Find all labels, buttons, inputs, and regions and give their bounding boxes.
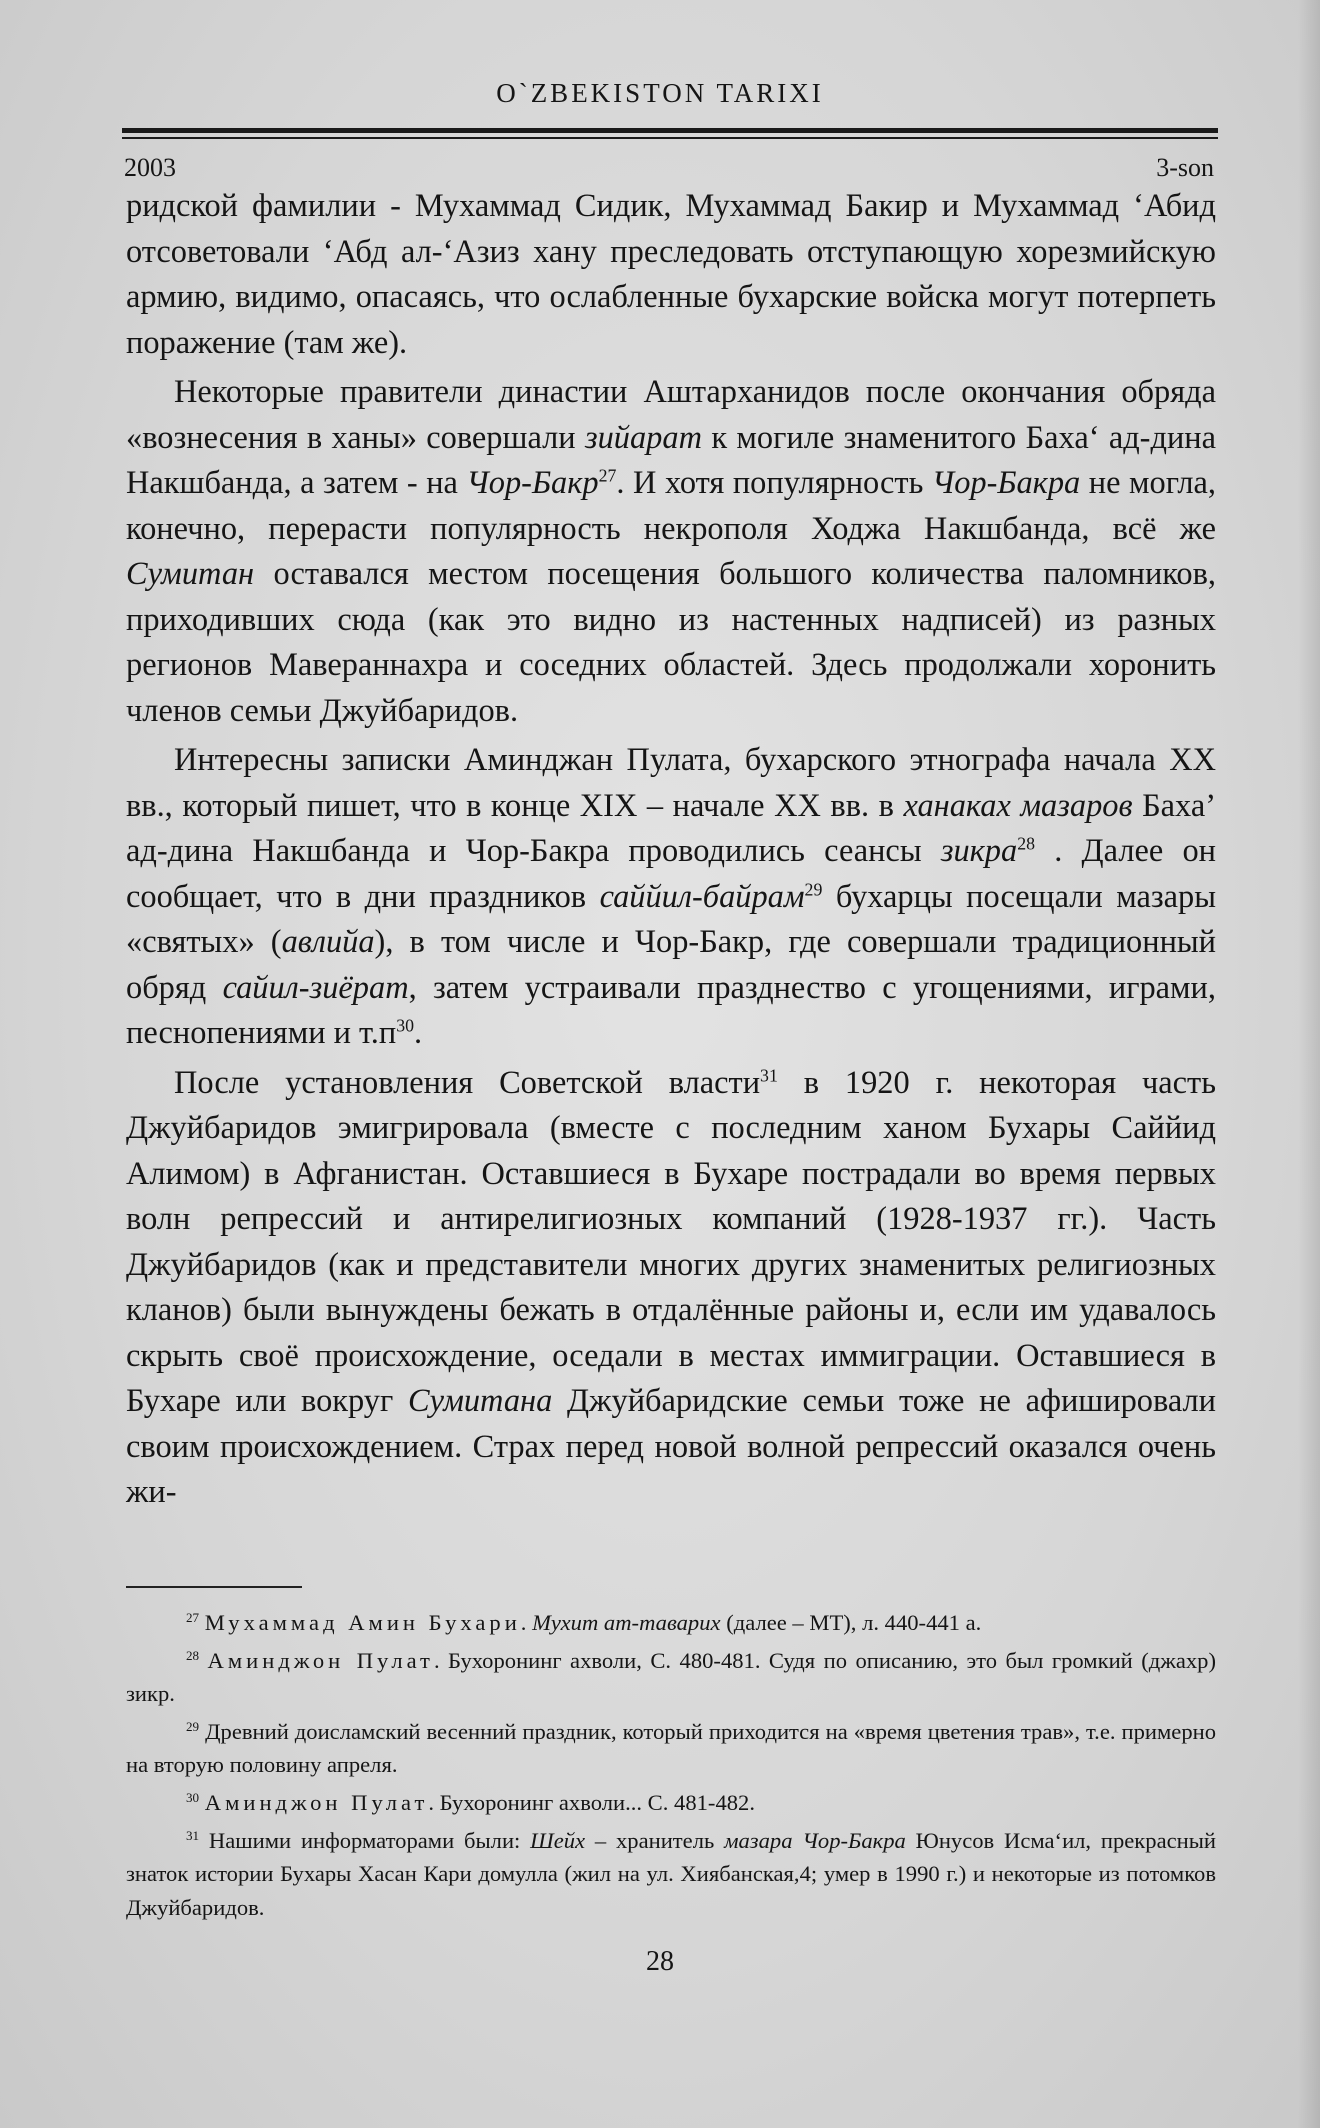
- text-run: Нашими информаторами были:: [199, 1827, 531, 1853]
- text-run: Интересны записки Аминджан Пулата, бухарского этнографа начала XX вв., который пишет, что в конце XIX – начале XX вв. в: [126, 742, 1216, 824]
- header-year: 2003: [124, 153, 176, 182]
- paragraph-2: [126, 370, 1216, 734]
- text-run: . Бухоронинг ахволи, С. 480-481. Судя по описанию, это был громкий (джахр) зикр.: [126, 1647, 1216, 1707]
- footnote-30: [126, 1786, 1216, 1820]
- main-text: [126, 184, 1216, 1516]
- text-run: в 1920 г. некоторая часть Джуйбаридов эмигрировала (вместе с последним ханом Бухары Саййид Алимом) в Афганистан. Оставшиеся в Бухаре пострадали во время первых волн репрессий и антирелигиозных компаний (1928-1937 гг.). Часть Джуйбаридов (как и представители многих других знаменитых религиозных кланов) были вынуждены бежать в отдалённые районы и, если им удавалось скрыть своё происхождение, оседали в местах иммиграции. Оставшиеся в Бухаре или вокруг: [126, 1064, 1216, 1419]
- italic-term: Чор-Бакра: [931, 465, 1081, 501]
- footnote-number: 28: [186, 1647, 200, 1663]
- italic-term: Шейх: [530, 1827, 586, 1853]
- text-run: . Далее он сообщает, что в дни праздников: [126, 833, 1216, 915]
- italic-term: мазара Чор-Бакра: [724, 1827, 906, 1853]
- footnote-author: Аминджон Пулат: [207, 1647, 434, 1673]
- text-run: оставался местом посещения большого количества паломников, приходивших сюда (как это видно из настенных надписей) из разных регионов Мавераннахра и соседних областей. Здесь продолжали хоронить членов семьи Джуйбаридов.: [126, 556, 1216, 729]
- italic-term: авлийа: [281, 924, 375, 960]
- text-run: (далее – МТ), л. 440-441 а.: [720, 1610, 982, 1635]
- journal-title: O`ZBEKISTON TARIXI: [496, 78, 824, 108]
- footnote-separator: [126, 1586, 302, 1588]
- footnote-ref: 31: [760, 1064, 778, 1085]
- italic-term: зикра: [940, 833, 1018, 869]
- italic-term: Чор-Бакр: [466, 465, 599, 501]
- footnote-27: [126, 1606, 1216, 1640]
- italic-term: зийарат: [584, 419, 702, 456]
- text-run: бухарцы посещали мазары «святых» (: [126, 878, 1216, 960]
- italic-term: Мухит ат-таварих: [532, 1610, 721, 1635]
- text-run: После установления Советской власти: [174, 1064, 761, 1101]
- footnote-number: 31: [186, 1827, 200, 1843]
- footnotes: [126, 1606, 1216, 1928]
- paragraph-4: [126, 1061, 1216, 1516]
- header-issue: 3-son: [1156, 153, 1214, 182]
- italic-term: Сумитан: [126, 556, 255, 592]
- text-run: . Бухоронинг ахволи... С. 481-482.: [428, 1789, 755, 1815]
- footnote-ref: 29: [804, 878, 823, 899]
- italic-term: Сумитана: [408, 1383, 553, 1419]
- page-shadow-edge: [1298, 0, 1320, 2128]
- italic-term: ханаках мазаров: [903, 787, 1133, 824]
- footnote-28: [126, 1644, 1216, 1711]
- page-number: 28: [646, 1946, 674, 1977]
- text-run: Древний доисламский весенний праздник, который приходится на «время цветения трав», т.е. примерно на вторую половину апреля.: [126, 1718, 1216, 1778]
- footnote-author: Аминджон Пулат: [204, 1789, 429, 1815]
- text-run: Баха’ ад-дина Накшбанда и Чор-Бакра проводились сеансы: [126, 787, 1216, 869]
- footnote-31: [126, 1824, 1216, 1925]
- header-rule-thick: [122, 128, 1218, 133]
- header-rule-thin: [122, 137, 1218, 139]
- text-run: Юнусов Исма‘ил, прекрасный знаток истории Бухары Хасан Кари домулла (жил на ул. Хиябанская,4; умер в 1990 г.) и некоторые из потомков Джуйбаридов.: [126, 1827, 1216, 1920]
- footnote-ref: 30: [396, 1015, 415, 1036]
- paragraph-3: [126, 738, 1216, 1057]
- text-run: не могла, конечно, перерасти популярность некрополя Ходжа Накшбанда, всё же: [126, 465, 1216, 547]
- text-run: к могиле знаменитого Баха‘ ад-дина Накшбанда, а затем - на: [126, 419, 1216, 501]
- text-run: ридской фамилии - Мухаммад Сидик, Мухаммад Бакир и Мухаммад ‘Абид отсоветовали ‘Абд ал-‘Азиз хану преследовать отступающую хорезмийскую армию, видимо, опасаясь, что ослабленные бухарские войска могут потерпеть поражение (там же).: [126, 188, 1216, 361]
- text-run: . И хотя популярность: [616, 465, 932, 501]
- italic-term: сайил-зиёрат: [222, 969, 409, 1006]
- paragraph-1: [126, 184, 1216, 366]
- footnote-29: [126, 1715, 1216, 1782]
- footnote-number: 30: [186, 1790, 200, 1806]
- text-run: Некоторые правители династии Аштарханидов после окончания обряда «вознесения в ханы» совершали: [126, 374, 1216, 456]
- text-run: ), в том числе и Чор-Бакр, где совершали традиционный обряд: [126, 924, 1217, 1006]
- text-run: .: [414, 1015, 423, 1051]
- italic-term: саййил-байрам: [599, 878, 805, 915]
- text-run: .: [520, 1610, 533, 1635]
- text-run: Джуйбаридские семьи тоже не афишировали своим происхождением. Страх перед новой волной репрессий оказался очень жи-: [126, 1383, 1216, 1510]
- footnote-number: 27: [186, 1610, 200, 1626]
- footnote-ref: 27: [598, 465, 617, 486]
- text-run: , затем устраивали празднество с угощениями, играми, песнопениями и т.п: [126, 969, 1216, 1051]
- text-run: – хранитель: [585, 1827, 725, 1853]
- footnote-number: 29: [186, 1718, 200, 1734]
- footnote-ref: 28: [1017, 833, 1035, 854]
- footnote-author: Мухаммад Амин Бухари: [204, 1610, 521, 1635]
